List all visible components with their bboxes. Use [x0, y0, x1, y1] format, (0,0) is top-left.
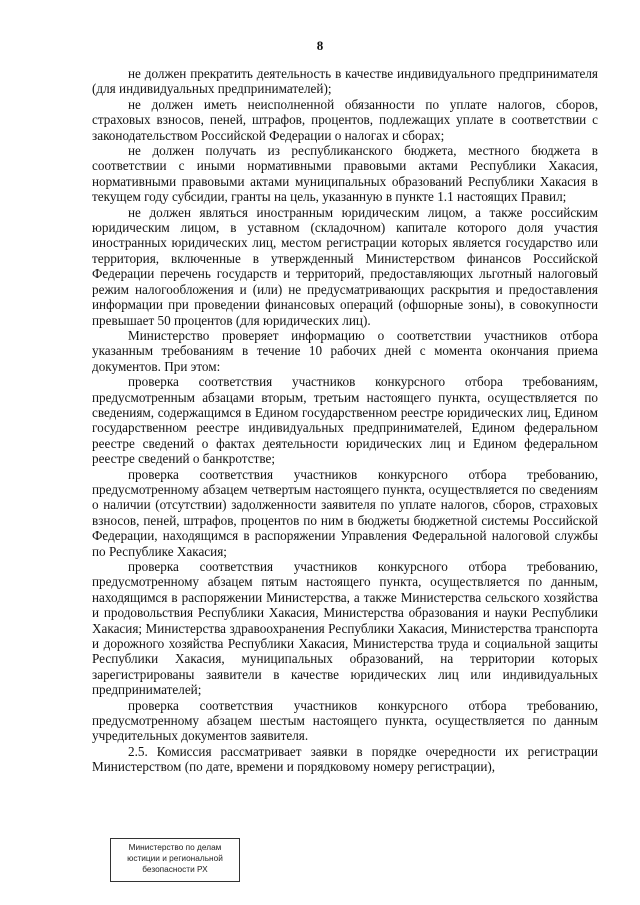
paragraph: проверка соответствия участников конкурсного отбора требованию, предусмотренному абзацем четвертым настоящего пункта, осуществляется по сведениям о наличии (отсутствии) задолженности заявителя по уплате налогов, сборов, страховых взносов, пеней, штрафов, процентов по ним в бюджеты бюджетной системы Российской Федерации, находящимся в распоряжении Управления Федеральной налоговой службы по Республике Хакасия; — [92, 466, 598, 559]
paragraph: проверка соответствия участников конкурсного отбора требованию, предусмотренному абзацем шестым настоящего пункта, осуществляется по данным учредительных документов заявителя. — [92, 697, 598, 744]
document-body — [92, 66, 598, 775]
stamp-line: Министерство по делам — [128, 842, 222, 852]
stamp-line: юстиции и региональной — [127, 853, 223, 863]
paragraph: не должен прекратить деятельность в качестве индивидуального предпринимателя (для индивидуальных предпринимателей); — [92, 66, 598, 97]
page-number: 8 — [316, 38, 324, 53]
paragraph: не должен иметь неисполненной обязанности по уплате налогов, сборов, страховых взносов, пеней, штрафов, процентов, подлежащих уплате в соответствии с законодательством Российской Федерации о налогах и сборах; — [92, 96, 598, 143]
paragraph: проверка соответствия участников конкурсного отбора требованию, предусмотренному абзацем пятым настоящего пункта, осуществляется по данным, находящимся в распоряжении Министерства, а также Министерства сельского хозяйства и продовольствия Республики Хакасия, Министерства образования и науки Республики Хакасия; Министерства здравоохранения Республики Хакасия, Министерства транспорта и дорожного хозяйства Республики Хакасия, Министерства труда и социальной защиты Республики Хакасия, муниципальных образований, на территории которых зарегистрированы заявители в качестве юридических лиц или индивидуальных предпринимателей; — [92, 559, 598, 698]
paragraph: не должен получать из республиканского бюджета, местного бюджета в соответствии с иными нормативными правовыми актами Республики Хакасия, нормативными правовыми актами муниципальных образований Республики Хакасия в текущем году субсидии, гранты на цель, указанную в пункте 1.1 настоящих Правил; — [92, 143, 598, 205]
ministry-stamp — [110, 838, 240, 882]
paragraph: Министерство проверяет информацию о соответствии участников отбора указанным требованиям в течение 10 рабочих дней с момента окончания приема документов. При этом: — [92, 327, 598, 374]
paragraph: не должен являться иностранным юридическим лицом, а также российским юридическим лицом, в уставном (складочном) капитале которого доля участия иностранных юридических лиц, местом регистрации которых является государство или территория, включенные в утвержденный Министерством финансов Российской Федерации перечень государств и территорий, предоставляющих льготный налоговый режим налогообложения и (или) не предусматривающих раскрытия и предоставления информации при проведении финансовых операций (офшорные зоны), в совокупности превышает 50 процентов (для юридических лиц). — [92, 204, 598, 328]
paragraph: 2.5. Комиссия рассматривает заявки в порядке очередности их регистрации Министерством (по дате, времени и порядковому номеру регистрации), — [92, 743, 598, 775]
paragraph: проверка соответствия участников конкурсного отбора требованиям, предусмотренным абзацами вторым, третьим настоящего пункта, осуществляется по сведениям, содержащимся в Едином государственном реестре юридических лиц, Едином государственном реестре индивидуальных предпринимателей, Едином федеральном реестре сведений о фактах деятельности юридических лиц и Едином федеральном реестре сведений о банкротстве; — [92, 374, 598, 467]
stamp-line: безопасности РХ — [142, 864, 208, 874]
